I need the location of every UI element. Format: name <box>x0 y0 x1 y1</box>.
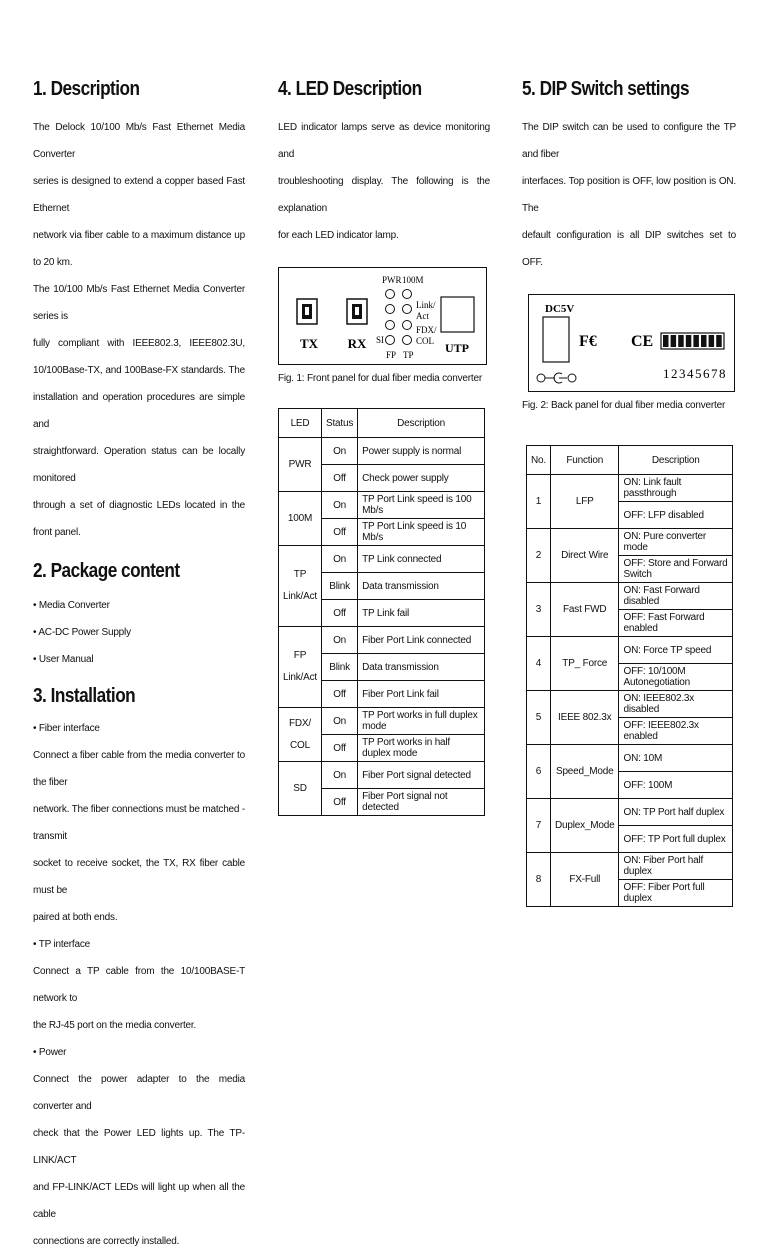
dip-description-cell: OFF: IEEE802.3x enabled <box>619 718 733 745</box>
dip-function-cell: Speed_Mode <box>550 745 619 799</box>
description-heading: 1. Description <box>33 78 140 100</box>
figure-2-caption: Fig. 2: Back panel for dual fiber media converter <box>522 400 726 411</box>
led-col-header: LED <box>279 409 322 438</box>
text-line: for each LED indicator lamp. <box>278 230 399 241</box>
fcc-mark: F€ <box>579 333 597 350</box>
dip-switch <box>701 335 707 347</box>
description-text <box>33 114 245 546</box>
dip-table-row <box>527 691 733 718</box>
status-cell: Off <box>321 519 357 546</box>
dip-description-cell: ON: Pure converter mode <box>619 529 733 556</box>
status-cell: On <box>321 627 357 654</box>
utp-label: UTP <box>445 341 469 355</box>
dip-description-cell: ON: Fast Forward disabled <box>619 583 733 610</box>
led-table-row <box>279 546 485 573</box>
si-label: SI <box>376 335 385 345</box>
dip-description-cell: OFF: TP Port full duplex <box>619 826 733 853</box>
status-cell: Blink <box>321 654 357 681</box>
status-cell: Off <box>321 600 357 627</box>
text-line: Connect a fiber cable from the media converter to the fiber <box>33 750 245 788</box>
dip-switch <box>686 335 692 347</box>
dip-table-row <box>527 853 733 880</box>
description-cell: TP Port works in half duplex mode <box>358 735 485 762</box>
status-cell: Off <box>321 735 357 762</box>
dip-number-cell: 4 <box>527 637 551 691</box>
fiber-interface-heading: • Fiber interface <box>33 723 100 734</box>
description-cell: Power supply is normal <box>358 438 485 465</box>
dip-function-cell: TP_ Force <box>550 637 619 691</box>
led-table <box>278 408 485 816</box>
dip-table-row <box>527 637 733 664</box>
text-line: installation and operation procedures are simple and <box>33 392 245 430</box>
description-cell: Data transmission <box>358 573 485 600</box>
dip-description-cell: ON: Link fault passthrough <box>619 475 733 502</box>
dip-number-cell: 7 <box>527 799 551 853</box>
dc5v-label: DC5V <box>545 303 575 315</box>
act-label: Act <box>416 311 429 321</box>
text-line: default configuration is all DIP switches set to OFF. <box>522 230 736 268</box>
status-cell: Off <box>321 681 357 708</box>
dip-description-cell: OFF: Fiber Port full duplex <box>619 880 733 907</box>
led-heading: 4. LED Description <box>278 78 422 100</box>
package-item: • Media Converter <box>33 600 110 611</box>
text-line: interfaces. Top position is OFF, low position is ON. The <box>522 176 736 214</box>
status-cell: On <box>321 762 357 789</box>
dip-function-cell: FX-Full <box>550 853 619 907</box>
dip-number-cell: 8 <box>527 853 551 907</box>
no-col-header: No. <box>527 446 551 475</box>
description-cell: Fiber Port Link fail <box>358 681 485 708</box>
dip-description-cell: ON: Force TP speed <box>619 637 733 664</box>
led-table-row <box>279 762 485 789</box>
dip-description-cell: OFF: 10/100M Autonegotiation <box>619 664 733 691</box>
description-cell: TP Port works in full duplex mode <box>358 708 485 735</box>
dip-table-row <box>527 529 733 556</box>
package-heading: 2. Package content <box>33 560 180 582</box>
dip-switch-block <box>663 335 722 347</box>
dip-switch <box>663 335 669 347</box>
dip-switch <box>716 335 722 347</box>
text-line: network. The fiber connections must be matched - transmit <box>33 804 245 842</box>
description-col-header: Description <box>358 409 485 438</box>
function-col-header: Function <box>550 446 619 475</box>
text-line: paired at both ends. <box>33 912 118 923</box>
led-table-row <box>279 492 485 519</box>
led-name-cell: 100M <box>279 492 322 546</box>
tp-interface-heading: • TP interface <box>33 939 91 950</box>
status-cell: On <box>321 438 357 465</box>
text-line: Connect a TP cable from the 10/100BASE-T network to <box>33 966 245 1004</box>
100m-label: 100M <box>402 275 424 285</box>
figure-1-caption: Fig. 1: Front panel for dual fiber media converter <box>278 373 482 384</box>
led-table-row <box>279 708 485 735</box>
ce-mark: CE <box>631 333 654 350</box>
dip-function-cell: Duplex_Mode <box>550 799 619 853</box>
dip-table-row <box>527 583 733 610</box>
text-line: troubleshooting display. The following is the explanation <box>278 176 490 214</box>
text-line: 10/100Base-TX, and 100Base-FX standards. The <box>33 365 245 376</box>
dip-function-cell: LFP <box>550 475 619 529</box>
description-cell: Fiber Port signal not detected <box>358 789 485 816</box>
text-line: connections are correctly installed. <box>33 1236 180 1247</box>
description-cell: Fiber Port signal detected <box>358 762 485 789</box>
text-line: Connect the power adapter to the media converter and <box>33 1074 245 1112</box>
back-panel-figure <box>528 294 735 392</box>
package-item: • User Manual <box>33 654 94 665</box>
text-line: The DIP switch can be used to configure the TP and fiber <box>522 122 736 160</box>
status-col-header: Status <box>321 409 357 438</box>
status-cell: On <box>321 492 357 519</box>
status-cell: Blink <box>321 573 357 600</box>
dip-number-cell: 1 <box>527 475 551 529</box>
text-line: check that the Power LED lights up. The TP-LINK/ACT <box>33 1128 245 1166</box>
dip-switch <box>693 335 699 347</box>
dip-description-cell: OFF: Fast Forward enabled <box>619 610 733 637</box>
status-cell: On <box>321 708 357 735</box>
led-name-cell: PWR <box>279 438 322 492</box>
pwr-label: PWR <box>382 275 402 285</box>
dip-number-cell: 3 <box>527 583 551 637</box>
text-line: LED indicator lamps serve as device monitoring and <box>278 122 490 160</box>
fp-label: FP <box>386 350 397 360</box>
dip-description-cell: OFF: LFP disabled <box>619 502 733 529</box>
text-line: The Delock 10/100 Mb/s Fast Ethernet Media Converter <box>33 122 245 160</box>
column-middle <box>278 76 490 816</box>
dip-table <box>526 445 733 907</box>
description-cell: Data transmission <box>358 654 485 681</box>
tx-label: TX <box>299 336 319 351</box>
dip-switch <box>678 335 684 347</box>
led-name-cell: TP Link/Act <box>279 546 322 627</box>
dip-heading: 5. DIP Switch settings <box>522 78 690 100</box>
dip-table-row <box>527 799 733 826</box>
description-cell: Fiber Port Link connected <box>358 627 485 654</box>
led-name-cell: FP Link/Act <box>279 627 322 708</box>
dip-description-cell: ON: 10M <box>619 745 733 772</box>
text-line: straightforward. Operation status can be locally monitored <box>33 446 245 484</box>
text-line: and FP-LINK/ACT LEDs will light up when all the cable <box>33 1182 245 1220</box>
dip-function-cell: Direct Wire <box>550 529 619 583</box>
dip-function-cell: Fast FWD <box>550 583 619 637</box>
dip-description-cell: ON: Fiber Port half duplex <box>619 853 733 880</box>
dip-function-cell: IEEE 802.3x <box>550 691 619 745</box>
link-label: Link/ <box>416 300 436 310</box>
dip-switch <box>709 335 715 347</box>
dip-description-cell: OFF: 100M <box>619 772 733 799</box>
column-right <box>522 76 736 907</box>
description-col-header: Description <box>619 446 733 475</box>
text-line: series is designed to extend a copper based Fast Ethernet <box>33 176 245 214</box>
description-cell: TP Port Link speed is 100 Mb/s <box>358 492 485 519</box>
led-table-row <box>279 438 485 465</box>
rx-label: RX <box>347 336 367 351</box>
text-line: through a set of diagnostic LEDs located in the front panel. <box>33 500 245 538</box>
dip-number-cell: 6 <box>527 745 551 799</box>
description-cell: TP Link connected <box>358 546 485 573</box>
text-line: The 10/100 Mb/s Fast Ethernet Media Converter series is <box>33 284 245 322</box>
dip-table-row <box>527 475 733 502</box>
col-label: COL <box>416 336 434 346</box>
description-cell: TP Link fail <box>358 600 485 627</box>
front-panel-drawing <box>279 268 486 364</box>
back-panel-drawing <box>529 295 734 391</box>
led-table-row <box>279 627 485 654</box>
dip-numbers: 12345678 <box>663 366 727 381</box>
dip-description-cell: OFF: Store and Forward Switch <box>619 556 733 583</box>
dip-table-row <box>527 745 733 772</box>
status-cell: Off <box>321 465 357 492</box>
led-name-cell: SD <box>279 762 322 816</box>
dip-number-cell: 2 <box>527 529 551 583</box>
dip-description-cell: ON: IEEE802.3x disabled <box>619 691 733 718</box>
package-item: • AC-DC Power Supply <box>33 627 131 638</box>
dip-number-cell: 5 <box>527 691 551 745</box>
fdx-label: FDX/ <box>416 325 437 335</box>
status-cell: Off <box>321 789 357 816</box>
text-line: socket to receive socket, the TX, RX fiber cable must be <box>33 858 245 896</box>
dip-description-cell: ON: TP Port half duplex <box>619 799 733 826</box>
column-left <box>33 76 245 1255</box>
led-name-cell: FDX/ COL <box>279 708 322 762</box>
front-panel-figure <box>278 267 487 365</box>
tp-label: TP <box>403 350 414 360</box>
dip-switch <box>671 335 677 347</box>
text-line: network via fiber cable to a maximum distance up to 20 km. <box>33 230 245 268</box>
text-line: the RJ-45 port on the media converter. <box>33 1020 197 1031</box>
text-line: fully compliant with IEEE802.3, IEEE802.3U, <box>33 338 245 349</box>
description-cell: Check power supply <box>358 465 485 492</box>
power-heading: • Power <box>33 1047 67 1058</box>
status-cell: On <box>321 546 357 573</box>
description-cell: TP Port Link speed is 10 Mb/s <box>358 519 485 546</box>
installation-heading: 3. Installation <box>33 685 136 707</box>
